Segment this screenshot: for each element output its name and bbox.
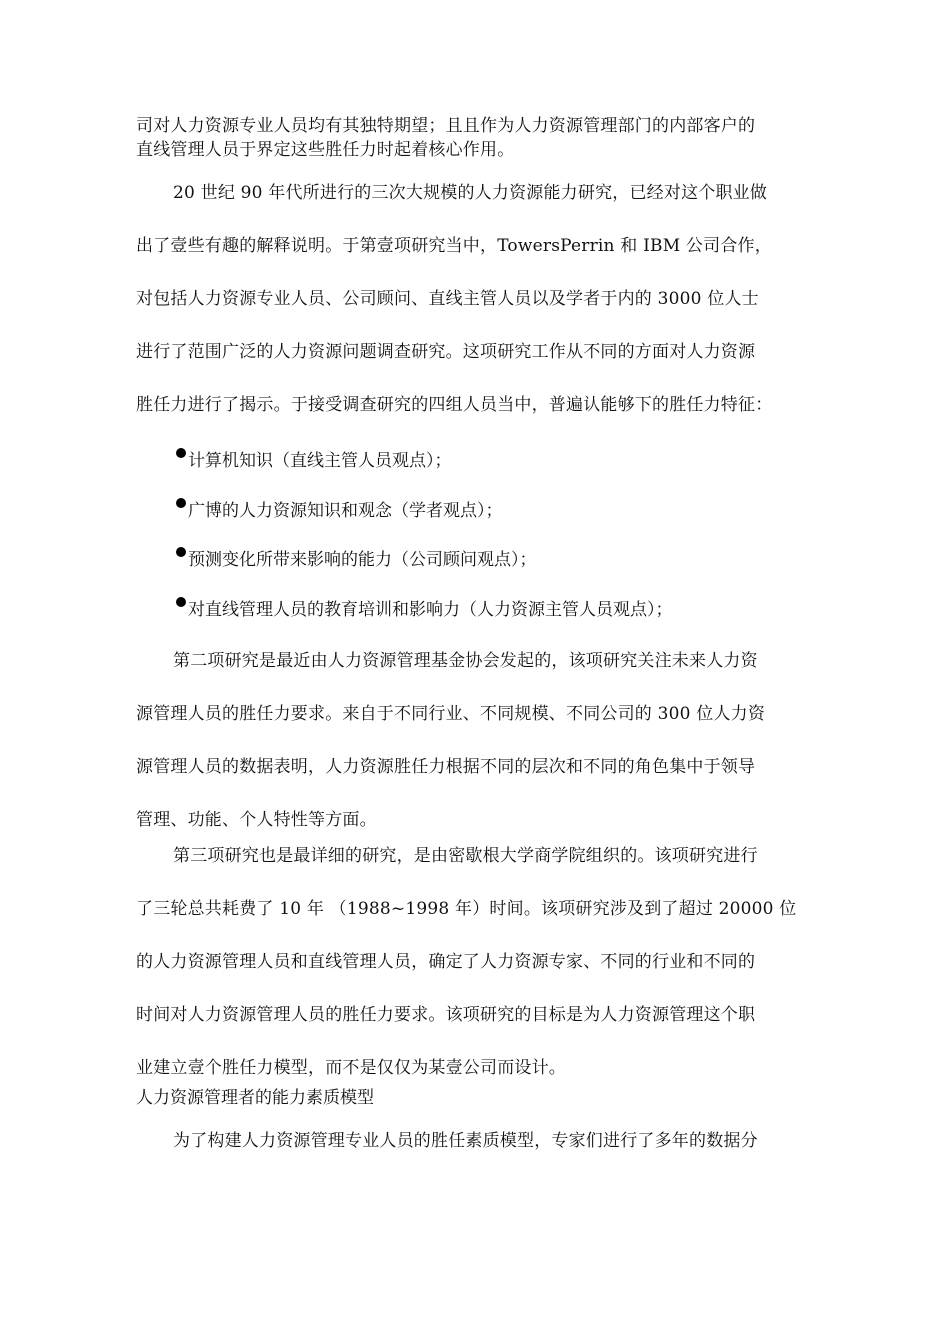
bullet-icon — [176, 498, 186, 508]
list-item — [174, 437, 834, 487]
list-item — [174, 536, 834, 586]
list-item-text: 广博的人力资源知识和观念（学者观点）； — [188, 500, 503, 521]
paragraph-second-study — [136, 635, 826, 847]
list-item-text: 预测变化所带来影响的能力（公司顾问观点）； — [188, 550, 537, 570]
competency-bullet-list — [174, 437, 834, 635]
text-line: 管理、功能、个人特性等方面。 — [136, 810, 377, 830]
paragraph-model-building — [136, 1115, 826, 1168]
text-line: 胜任力进行了揭示。于接受调查研究的四组人员当中，普遍认能够下的胜任力特征： — [136, 395, 773, 415]
text-line: 源管理人员的胜任力要求。来自于不同行业、不同规模、不同公司的 300 位人力资 — [136, 704, 766, 724]
list-item — [174, 586, 834, 636]
intro-paragraph — [136, 114, 826, 162]
bullet-icon — [176, 448, 186, 458]
text-line: 了三轮总共耗费了 10 年 （1988~1998 年）时间。该项研究涉及到了超过 20000 位 — [136, 899, 797, 919]
bullet-icon — [176, 547, 186, 557]
list-item-text: 计算机知识（直线主管人员观点）； — [188, 451, 452, 471]
text-line: 为了构建人力资源管理专业人员的胜任素质模型，专家们进行了多年的数据分 — [173, 1131, 758, 1151]
text-line: 源管理人员的数据表明，人力资源胜任力根据不同的层次和不同的角色集中于领导 — [136, 757, 756, 777]
text-line: 司对人力资源专业人员均有其独特期望；且且作为人力资源管理部门的内部客户的 — [136, 116, 756, 136]
list-item-text: 对直线管理人员的教育培训和影响力（人力资源主管人员观点）； — [188, 599, 673, 620]
text-line: 进行了范围广泛的人力资源问题调查研究。这项研究工作从不同的方面对人力资源 — [136, 342, 756, 362]
list-item — [174, 487, 834, 537]
bullet-icon — [176, 597, 186, 607]
paragraph-research-overview — [136, 167, 826, 432]
section-heading: 人力资源管理者的能力素质模型 — [136, 1088, 374, 1108]
text-line: 对包括人力资源专业人员、公司顾问、直线主管人员以及学者于内的 3000 位人士 — [136, 289, 759, 309]
text-line: 业建立壹个胜任力模型，而不是仅仅为某壹公司而设计。 — [136, 1058, 566, 1078]
text-line: 时间对人力资源管理人员的胜任力要求。该项研究的目标是为人力资源管理这个职 — [136, 1005, 756, 1025]
text-line: 20 世纪 90 年代所进行的三次大规模的人力资源能力研究，已经对这个职业做 — [173, 183, 768, 203]
text-line: 出了壹些有趣的解释说明。于第壹项研究当中，TowersPerrin 和 IBM 公司合作， — [136, 236, 772, 256]
text-line: 直线管理人员于界定这些胜任力时起着核心作用。 — [136, 140, 515, 160]
text-line: 第二项研究是最近由人力资源管理基金协会发起的，该项研究关注未来人力资 — [173, 651, 758, 671]
text-line: 第三项研究也是最详细的研究，是由密歇根大学商学院组织的。该项研究进行 — [173, 846, 758, 866]
paragraph-third-study — [136, 830, 826, 1095]
text-line: 的人力资源管理人员和直线管理人员，确定了人力资源专家、不同的行业和不同的 — [136, 952, 756, 972]
